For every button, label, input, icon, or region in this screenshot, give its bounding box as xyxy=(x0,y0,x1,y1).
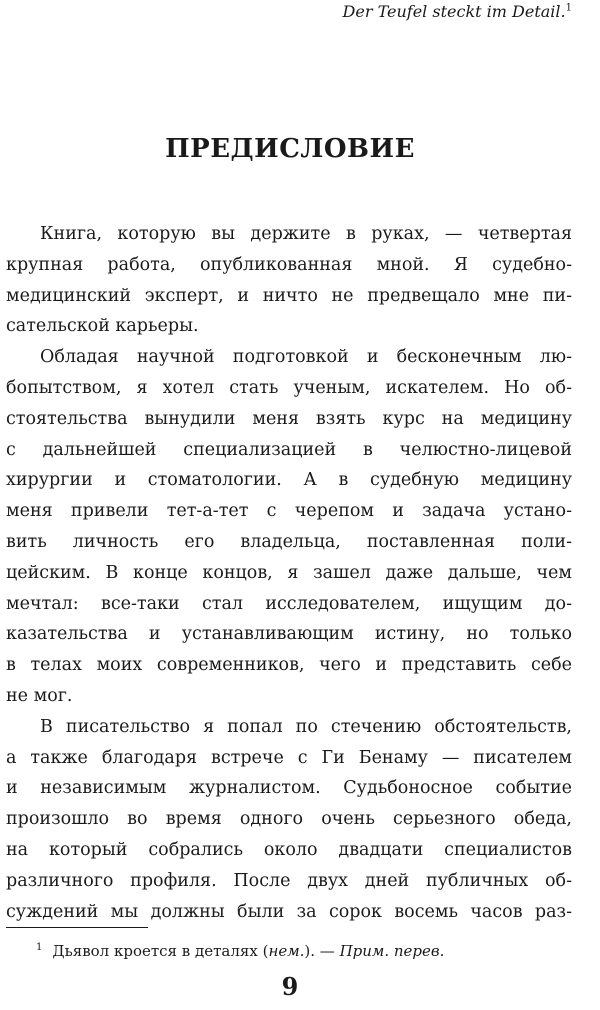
epigraph-footnote-mark[interactable]: 1 xyxy=(565,2,572,14)
text-line: а также благодаря встрече с Ги Бенаму — писателем xyxy=(6,747,572,768)
epigraph xyxy=(343,2,572,22)
footnote-close: ). — xyxy=(304,942,340,960)
text-line: цейским. В конце концов, я зашел даже дальше, чем xyxy=(6,562,572,583)
text-line: и независимым журналистом. Судьбоносное событие xyxy=(6,778,572,799)
text-line: на который собрались около двадцати специалистов xyxy=(6,839,572,860)
text-line: суждений мы должны были за сорок восемь часов раз- xyxy=(6,901,572,922)
text-line: мечтал: все-таки стал исследователем, ищущим до- xyxy=(6,593,572,614)
text-line: казательства и устанавливающим истину, но только xyxy=(6,624,572,645)
text-line: различного профиля. После двух дней публичных об- xyxy=(6,870,572,891)
footnote xyxy=(36,940,444,962)
body-text xyxy=(6,219,572,927)
footnote-divider xyxy=(6,927,148,928)
footnote-text: Дьявол кроется в деталях ( xyxy=(52,942,269,960)
text-line: Книга, которую вы держите в руках, — четвертая xyxy=(40,224,572,244)
text-line: сательской карьеры. xyxy=(6,316,199,337)
text-line: В писательство я попал по стечению обстоятельств, xyxy=(40,716,572,737)
footnote-source: Прим. перев. xyxy=(339,942,445,960)
chapter-title: ПРЕДИСЛОВИЕ xyxy=(165,134,415,164)
text-line: меня привели тет-а-тет с черепом и задача устано- xyxy=(6,501,572,522)
text-line: бопытством, я хотел стать ученым, искателем. Но об- xyxy=(6,377,572,398)
text-line: Обладая научной подготовкой и бесконечным лю- xyxy=(40,347,572,368)
text-line: вить личность его владельца, поставленная поли- xyxy=(6,531,572,552)
text-line: стоятельства вынудили меня взять курс на медицину xyxy=(6,408,572,429)
text-line: в телах моих современников, чего и представить себе xyxy=(6,655,572,676)
footnote-mark: 1 xyxy=(36,942,43,953)
footnote-language: нем. xyxy=(268,942,305,960)
text-line: с дальнейшей специализацией в челюстно-лицевой xyxy=(6,439,572,460)
epigraph-text: Der Teufel steckt im Detail. xyxy=(342,2,566,21)
page-number: 9 xyxy=(281,972,299,1001)
text-line: не мог. xyxy=(6,685,73,706)
text-line: хирургии и стоматологии. А в судебную медицину xyxy=(6,470,572,491)
text-line: медицинский эксперт, и ничто не предвещало мне пи- xyxy=(6,285,572,306)
text-line: произошло во время одного очень серьезного обеда, xyxy=(6,809,572,830)
text-line: крупная работа, опубликованная мной. Я судебно- xyxy=(6,254,572,275)
